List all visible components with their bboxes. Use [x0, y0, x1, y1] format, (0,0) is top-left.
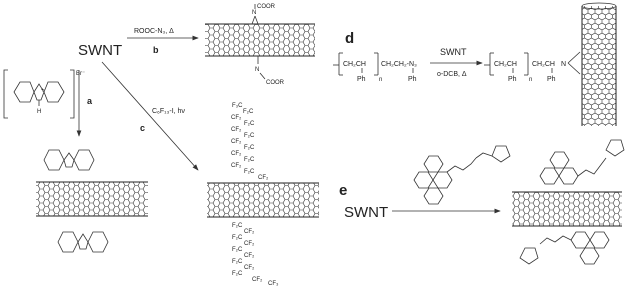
- product-side: CH₂CH: [532, 61, 555, 68]
- reactant-side: CH₂CH₂-N₃: [381, 61, 417, 68]
- reagent-d: SWNT: [440, 47, 467, 57]
- reactant-n: n: [379, 77, 383, 83]
- pf-top-3: F₂C: [244, 121, 255, 127]
- product-ph-2: Ph: [547, 76, 556, 83]
- ester-bottom-label: COOR: [266, 80, 284, 86]
- pf-bot-5: CF₂: [244, 253, 255, 259]
- pf-top-12: CF₂: [258, 175, 269, 181]
- pf-bot-10: CF₃: [268, 281, 279, 286]
- nanotube-b: [205, 24, 315, 56]
- ester-bottom-bond: [260, 73, 265, 79]
- label-c: c: [140, 123, 146, 133]
- pf-top-11: F₂C: [244, 169, 255, 175]
- pyridoindole-top: [44, 150, 94, 170]
- nh-label: H: [37, 109, 42, 115]
- cation-charge: +: [41, 88, 45, 94]
- pf-bot-2: F₂C: [232, 235, 243, 241]
- reagent-c: C₆F₁₃-I, hν: [152, 108, 185, 115]
- label-a: a: [87, 96, 93, 106]
- reagent-b: ROOC-N₃, Δ: [134, 28, 174, 35]
- pyridoindole-bottom: [58, 232, 108, 252]
- bromide-label: Br⁻: [76, 71, 86, 77]
- pf-bot-7: CF₂: [244, 265, 255, 271]
- pf-bot-8: F₂C: [232, 271, 243, 277]
- nanotube-a: [36, 182, 148, 216]
- product-ph-1: Ph: [508, 76, 517, 83]
- perfluoro-chain-top: [231, 103, 269, 181]
- pf-bot-0: F₂C: [232, 223, 243, 229]
- product-n-sub: n: [529, 77, 533, 83]
- n-atom-top: N: [252, 10, 257, 16]
- pyrene-nhs-reagent: [414, 146, 510, 204]
- pf-top-4: CF₂: [231, 127, 242, 133]
- pf-top-7: F₂C: [244, 145, 255, 151]
- nanotube-e: [512, 192, 622, 226]
- conditions-d: o-DCB, Δ: [437, 71, 467, 78]
- pf-top-6: CF₂: [231, 139, 242, 145]
- reactant-ph-2: Ph: [408, 76, 417, 83]
- pyrene-top-adsorbed: [540, 140, 624, 184]
- reactant-chain: CH₂CH: [343, 61, 366, 68]
- ester-top-label: COOR: [257, 4, 275, 10]
- pyrene-bottom-adsorbed: [520, 232, 609, 264]
- aziridine-top-bond-1: [255, 16, 258, 24]
- pf-top-10: CF₂: [231, 163, 242, 169]
- aziridine-top-bond-2: [252, 16, 255, 24]
- pf-bot-1: CF₂: [244, 229, 255, 235]
- panel-d-label: d: [345, 30, 355, 47]
- pf-top-5: F₂C: [244, 133, 255, 139]
- pf-top-8: CF₂: [231, 151, 242, 157]
- perfluoro-chain-bottom: [232, 223, 279, 286]
- reactant-ph-1: Ph: [357, 76, 366, 83]
- swnt-label-e: SWNT: [344, 204, 389, 221]
- pf-bot-3: CF₂: [244, 241, 255, 247]
- n-atom-bottom: N: [255, 67, 260, 73]
- pf-top-1: F₂C: [243, 109, 254, 115]
- pf-top-0: F₃C: [232, 103, 243, 109]
- pf-top-9: F₂C: [244, 157, 255, 163]
- arrow-c: [102, 62, 198, 170]
- panel-e-label: e: [339, 182, 348, 199]
- pf-top-2: CF₂: [231, 115, 242, 121]
- pf-bot-4: F₂C: [232, 247, 243, 253]
- label-b: b: [153, 45, 159, 55]
- product-n-atom: N: [561, 61, 567, 68]
- swnt-label: SWNT: [78, 42, 123, 59]
- product-chain: CH₂CH: [494, 61, 517, 68]
- pf-bot-9: CF₂: [252, 277, 263, 283]
- nanotube-d: [582, 3, 616, 126]
- nanotube-c: [207, 183, 319, 217]
- pf-bot-6: F₂C: [232, 259, 243, 265]
